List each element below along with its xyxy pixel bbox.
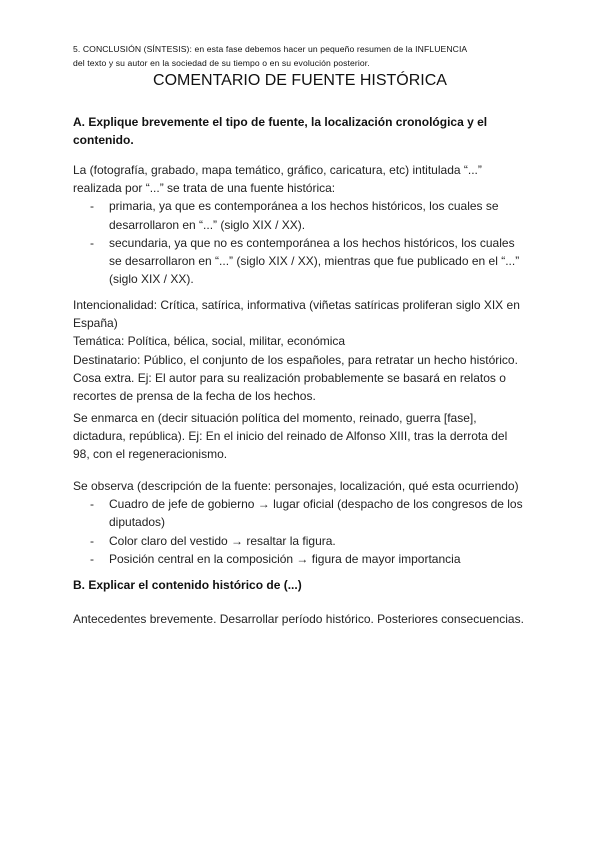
source-type-list xyxy=(73,197,543,288)
conclusion-line: del texto y su autor en la sociedad de su tiempo o en su evolución posterior. xyxy=(73,58,370,68)
section-a-heading xyxy=(73,113,543,149)
heading-line: contenido. xyxy=(73,133,134,147)
document-title: COMENTARIO DE FUENTE HISTÓRICA xyxy=(153,72,447,89)
list-item-line: - Cuadro de jefe de gobierno → lugar oficial (despacho de los congresos de los xyxy=(109,497,523,512)
intencionalidad-line: Intencionalidad: Crítica, satírica, informativa (viñetas satíricas proliferan siglo XIX en xyxy=(73,298,520,312)
list-item-line: se desarrollaron en “...” (siglo XIX / XX), mientras que fue publicado en el “...” xyxy=(109,254,520,269)
cosa-extra-line: Cosa extra. Ej: El autor para su realización probablemente se basará en relatos o xyxy=(73,370,506,385)
list-item-line: - Posición central en la composición → figura de mayor importancia xyxy=(109,551,461,566)
intencionalidad-line: España) xyxy=(73,316,118,331)
section-b-heading: B. Explicar el contenido histórico de (...) xyxy=(73,578,302,592)
conclusion-note xyxy=(73,42,543,70)
cosa-extra-line: recortes de prensa de la fecha de los hechos. xyxy=(73,389,316,404)
tematica-line: Temática: Política, bélica, social, militar, económica xyxy=(73,334,346,349)
context-line: dictadura, república). Ej: En el inicio del reinado de Alfonso XIII, tras la derrota del xyxy=(73,429,508,444)
list-item-line: diputados) xyxy=(109,515,166,530)
list-item-line: - primaria, ya que es contemporánea a los hechos históricos, los cuales se xyxy=(109,199,499,214)
heading-line: A. Explique brevemente el tipo de fuente, la localización cronológica y el xyxy=(73,115,488,129)
intro-line: La (fotografía, grabado, mapa temático, gráfico, caricatura, etc) intitulada “...” xyxy=(73,163,482,177)
conclusion-line: 5. CONCLUSIÓN (SÍNTESIS): en esta fase debemos hacer un pequeño resumen de la INFLUENCIA xyxy=(73,44,468,54)
list-item xyxy=(73,197,543,233)
source-type-paragraph xyxy=(73,161,543,288)
section-b-text: Antecedentes brevemente. Desarrollar período histórico. Posteriores consecuencias. xyxy=(73,612,524,626)
analysis-paragraph xyxy=(73,296,543,405)
context-line: Se enmarca en (decir situación política del momento, reinado, guerra [fase], xyxy=(73,411,477,425)
list-item-line: (siglo XIX / XX). xyxy=(109,272,194,287)
observation-paragraph xyxy=(73,477,543,568)
list-item-line: desarrollaron en “...” (siglo XIX / XX). xyxy=(109,217,306,232)
context-line: 98, con el regeneracionismo. xyxy=(73,447,228,462)
list-item xyxy=(73,495,543,531)
observation-list xyxy=(73,495,543,568)
list-item xyxy=(73,550,543,568)
list-item-line: - secundaria, ya que no es contemporánea a los hechos históricos, los cuales xyxy=(109,235,515,250)
intro-line: realizada por “...” se trata de una fuente histórica: xyxy=(73,181,336,196)
context-paragraph xyxy=(73,409,543,464)
list-item xyxy=(73,532,543,550)
destinatario-line: Destinatario: Público, el conjunto de los españoles, para retratar un hecho histórico. xyxy=(73,352,518,367)
observation-intro: Se observa (descripción de la fuente: personajes, localización, qué esta ocurriendo) xyxy=(73,479,519,493)
list-item xyxy=(73,234,543,289)
list-item-line: - Color claro del vestido → resaltar la figura. xyxy=(109,533,336,548)
